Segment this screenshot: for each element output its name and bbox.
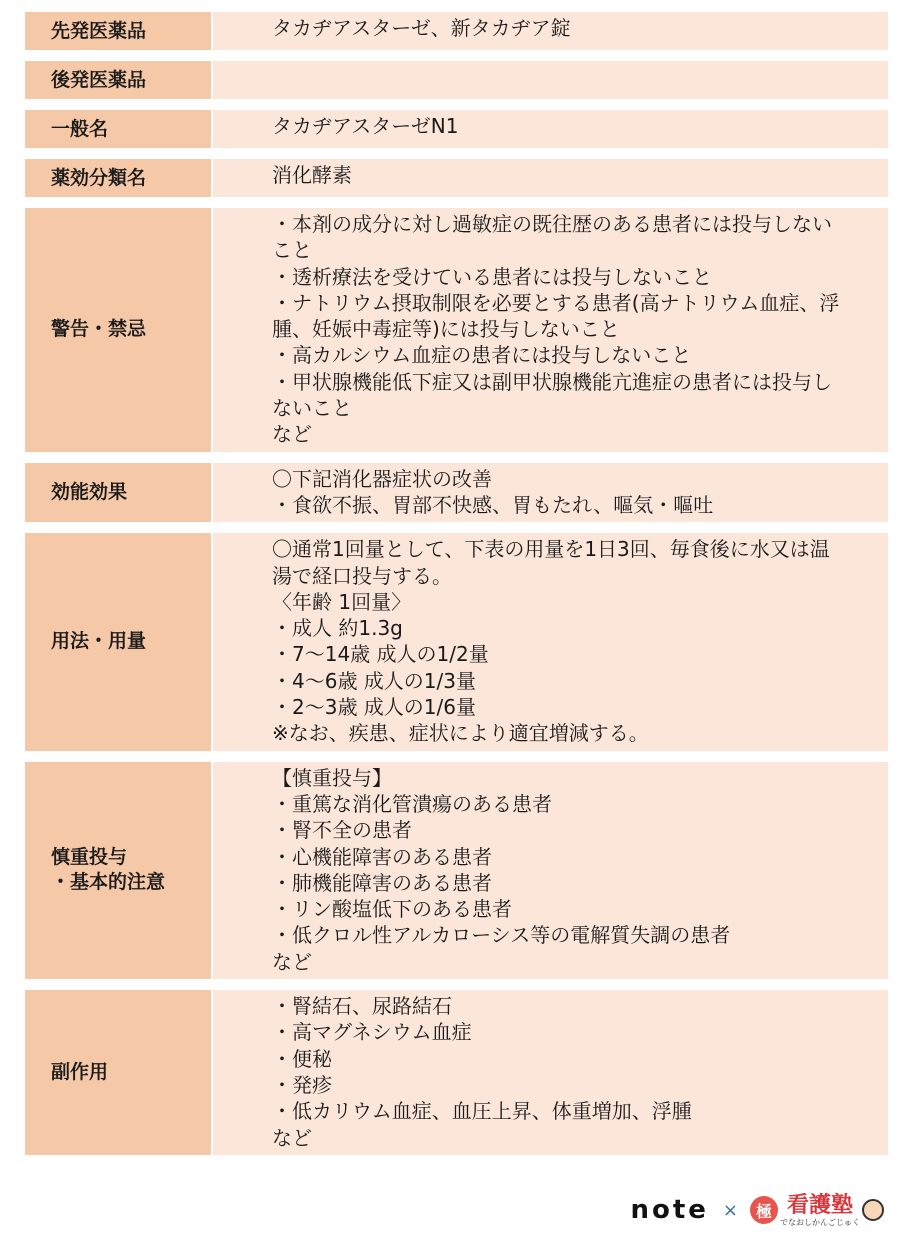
row-value: 【慎重投与】 ・重篤な消化管潰瘍のある患者 ・腎不全の患者 ・心機能障害のある患者 ・肺機能障害のある患者 ・リン酸塩低下のある患者 ・低クロル性アルカローシス等の電解質失調の患者 など bbox=[213, 762, 888, 979]
juku-badge-icon: 極 bbox=[750, 1196, 778, 1224]
row-brand-drug bbox=[25, 12, 888, 50]
row-value bbox=[213, 61, 888, 99]
row-label: 後発医薬品 bbox=[25, 61, 211, 99]
row-drug-class bbox=[25, 159, 888, 197]
row-generic-drug bbox=[25, 61, 888, 99]
row-label: 一般名 bbox=[25, 110, 211, 148]
footer-logos bbox=[630, 1190, 884, 1230]
row-general-name bbox=[25, 110, 888, 148]
row-value: ・腎結石、尿路結石 ・高マグネシウム血症 ・便秘 ・発疹 ・低カリウム血症、血圧上昇、体重増加、浮腫 など bbox=[213, 990, 888, 1155]
juku-main-text: 看護塾 bbox=[786, 1192, 853, 1218]
row-side-effects bbox=[25, 990, 888, 1155]
row-label: 警告・禁忌 bbox=[25, 208, 211, 452]
row-value: ・本剤の成分に対し過敏症の既往歴のある患者には投与しない こと ・透析療法を受けている患者には投与しないこと ・ナトリウム摂取制限を必要とする患者(高ナトリウム血症、浮 腫、妊娠中毒症等)には投与しないこと ・高カルシウム血症の患者には投与しないこと ・甲状腺機能低下症又は副甲状腺機能亢進症の患者には投与し ないこと など bbox=[213, 208, 888, 452]
row-label: 副作用 bbox=[25, 990, 211, 1155]
row-value: タカヂアスターゼN1 bbox=[213, 110, 888, 148]
drug-info-table bbox=[25, 12, 888, 1166]
row-precautions bbox=[25, 762, 888, 979]
mascot-face-icon bbox=[862, 1199, 884, 1221]
row-value: 〇通常1回量として、下表の用量を1日3回、毎食後に水又は温 湯で経口投与する。 〈年齢 1回量〉 ・成人 約1.3g ・7～14歳 成人の1/2量 ・4～6歳 成人の1/3量 ・2～3歳 成人の1/6量 ※なお、疾患、症状により適宜増減する。 bbox=[213, 533, 888, 750]
juku-sub-text: でなおしかんごじゅく bbox=[780, 1217, 860, 1227]
row-dosage bbox=[25, 533, 888, 750]
row-efficacy bbox=[25, 463, 888, 523]
row-label: 効能効果 bbox=[25, 463, 211, 523]
row-value: 消化酵素 bbox=[213, 159, 888, 197]
note-logo[interactable]: note bbox=[630, 1195, 709, 1225]
row-value: 〇下記消化器症状の改善 ・食欲不振、胃部不快感、胃もたれ、嘔気・嘔吐 bbox=[213, 463, 888, 523]
row-label: 用法・用量 bbox=[25, 533, 211, 750]
collab-times-icon: × bbox=[722, 1199, 738, 1221]
row-warnings bbox=[25, 208, 888, 452]
row-label: 薬効分類名 bbox=[25, 159, 211, 197]
row-label: 先発医薬品 bbox=[25, 12, 211, 50]
kango-juku-logo[interactable] bbox=[750, 1194, 884, 1227]
juku-text bbox=[780, 1194, 860, 1227]
row-label: 慎重投与 ・基本的注意 bbox=[25, 762, 211, 979]
row-value: タカヂアスターゼ、新タカヂア錠 bbox=[213, 12, 888, 50]
